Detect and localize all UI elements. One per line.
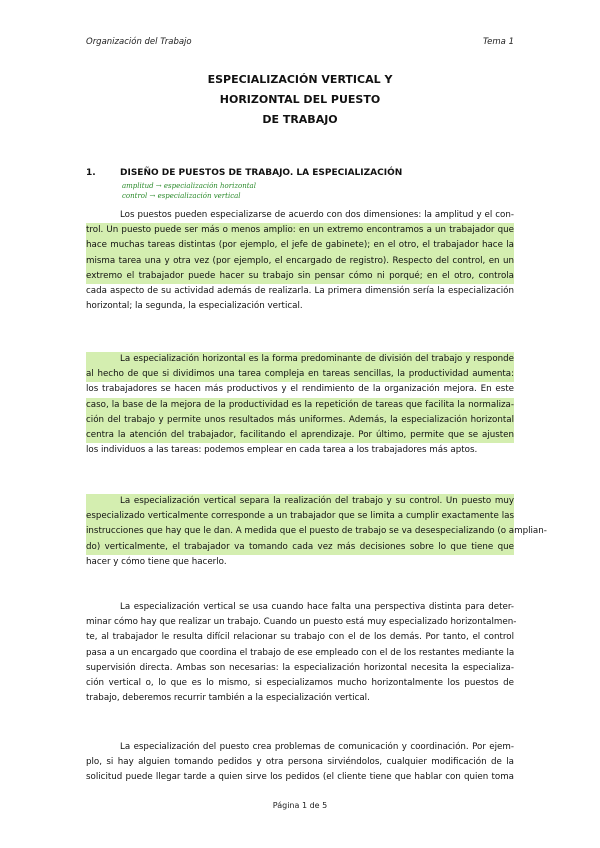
text-line: La especialización vertical se usa cuando hace falta una perspectiva distinta para deter-	[120, 602, 514, 612]
text-line-highlighted: al hecho de que si dividimos una tarea compleja en tareas sencillas, la productividad aumenta:	[86, 367, 514, 382]
text-line: hacer y cómo tiene que hacerlo.	[86, 556, 227, 567]
text-line-highlighted: hace muchas tareas distintas (por ejemplo, el jefe de gabinete); en el otro, el trabajador hace la	[86, 238, 514, 253]
handwritten-note: control → especialización vertical	[122, 192, 241, 200]
text-line: pasa a un encargado que coordina el trabajo de ese empleado con el de los restantes mediante la	[86, 647, 515, 658]
section-title: DISEÑO DE PUESTOS DE TRABAJO. LA ESPECIALIZACIÓN	[120, 168, 403, 178]
text-line: cada aspecto de su actividad además de realizarla. La primera dimensión sería la especialización	[86, 286, 514, 297]
text-line-highlighted: especializado verticalmente corresponde a un trabajador que se limita a cumplir exactamente las	[86, 509, 514, 524]
text-line-highlighted: misma tarea una y otra vez (por ejemplo, el encargado de registro). Respecto del control, en un	[86, 254, 514, 269]
text-line: trabajo, deberemos recurrir también a la especialización vertical.	[86, 693, 370, 704]
text-line: solicitud puede llegar tarde a quien sirve los pedidos (el cliente tiene que hablar con quien toma	[86, 772, 514, 783]
title-line: HORIZONTAL DEL PUESTO	[219, 93, 381, 106]
text-line: supervisión directa. Ambas son necesarias: la especialización horizontal necesita la especializa-	[86, 662, 514, 673]
document-title	[0, 70, 600, 130]
text-line-highlighted: centra la atención del trabajador, facilitando el aprendizaje. Por último, permite que se ajusten	[86, 428, 514, 443]
page-number: Página 1 de 5	[272, 801, 328, 810]
text-line-highlighted: extremo el trabajador puede hacer su trabajo sin pensar cómo ni porqué; en el otro, controla	[86, 269, 514, 284]
paragraph	[86, 740, 514, 786]
text-line-highlighted: La especialización vertical separa la realización del trabajo y su control. Un puesto muy	[86, 494, 514, 509]
text-line-highlighted: do) verticalmente, el trabajador va tomando cada vez más decisiones sobre lo que tiene que	[86, 540, 514, 555]
handwritten-note: amplitud → especialización horizontal	[122, 182, 256, 190]
title-line: ESPECIALIZACIÓN VERTICAL Y	[207, 73, 393, 86]
paragraph	[86, 600, 517, 706]
header-course-title: Organización del Trabajo	[86, 37, 192, 47]
text-line-highlighted: instrucciones que hay que le dan. A medida que el puesto de trabajo se va desespecializando (o amplian-	[86, 524, 514, 539]
text-line: horizontal; la segunda, la especialización vertical.	[86, 301, 303, 312]
text-line: los trabajadores se hacen más productivos y el rendimiento de la organización mejora. En este	[86, 384, 514, 395]
paragraph	[86, 208, 514, 314]
text-line-highlighted: caso, la base de la mejora de la productividad es la repetición de tareas que facilita la normaliza-	[86, 398, 514, 413]
text-line: Los puestos pueden especializarse de acuerdo con dos dimensiones: la amplitud y el con-	[120, 210, 514, 220]
text-line-highlighted: La especialización horizontal es la forma predominante de división del trabajo y responde	[86, 352, 514, 367]
text-line: los individuos a las tareas: podemos emplear en cada tarea a los trabajadores más aptos.	[86, 445, 478, 456]
header-unit: Tema 1	[483, 37, 514, 47]
section-heading	[86, 168, 514, 178]
text-line: minar cómo hay que realizar un trabajo. Cuando un puesto está muy especializado horizontalmen-	[86, 617, 517, 628]
text-line: te, al trabajador le resulta difícil relacionar su trabajo con el de los demás. Por tanto, el control	[86, 632, 514, 643]
text-line: ción vertical o, lo que es lo mismo, si especializamos mucho horizontalmente los puestos de	[86, 678, 514, 689]
paragraph	[86, 352, 514, 458]
text-line: plo, si hay alguien tomando pedidos y otra persona sirviéndolos, cualquier modificación de la	[86, 757, 514, 768]
text-line-highlighted: ción del trabajo y permite unos resultados más uniformes. Además, la especialización horizontal	[86, 413, 514, 428]
section-number: 1.	[86, 168, 96, 178]
page-header	[86, 37, 514, 47]
paragraph	[86, 494, 547, 570]
text-line-highlighted: trol. Un puesto puede ser más o menos amplio: en un extremo encontramos a un trabajador que	[86, 223, 514, 238]
text-line: La especialización del puesto crea problemas de comunicación y coordinación. Por ejem-	[120, 742, 514, 752]
title-line: DE TRABAJO	[262, 113, 338, 126]
